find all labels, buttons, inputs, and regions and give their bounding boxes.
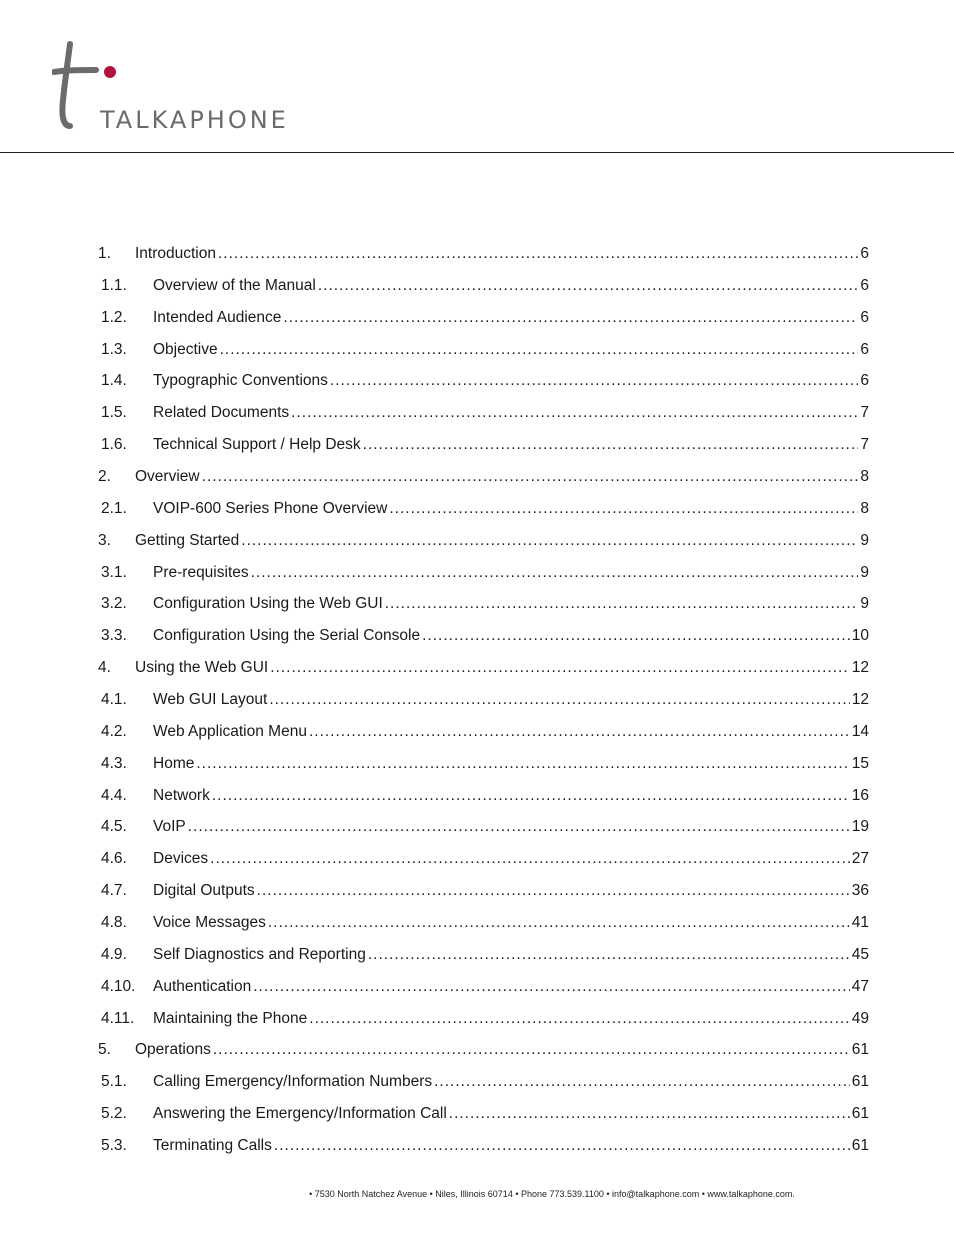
toc-entry-page: 27	[851, 850, 869, 868]
toc-entry[interactable]	[98, 557, 869, 589]
toc-dot-leader	[389, 493, 858, 525]
toc-entry-page: 6	[860, 308, 869, 326]
toc-entry-title: Related Documents	[153, 404, 290, 422]
toc-dot-leader	[309, 716, 850, 748]
toc-entry[interactable]	[98, 588, 869, 620]
page-header	[0, 0, 954, 153]
toc-dot-leader	[257, 875, 850, 907]
toc-entry[interactable]	[98, 907, 869, 939]
toc-entry-title: Calling Emergency/Information Numbers	[153, 1073, 433, 1091]
toc-entry-page: 16	[851, 786, 869, 804]
toc-entry-title: Overview	[135, 468, 200, 486]
toc-entry-page: 6	[860, 372, 869, 390]
toc-entry-title: Terminating Calls	[153, 1137, 272, 1155]
toc-entry-number: 1.6.	[101, 436, 127, 454]
toc-entry-number: 5.1.	[101, 1073, 127, 1091]
toc-entry-title: Intended Audience	[153, 308, 282, 326]
toc-entry-title: Configuration Using the Serial Console	[153, 627, 421, 645]
toc-entry-page: 41	[851, 914, 869, 932]
toc-entry-number: 4.5.	[101, 818, 127, 836]
toc-entry-number: 2.	[98, 468, 111, 486]
toc-entry[interactable]	[98, 684, 869, 716]
toc-entry-title: Pre-requisites	[153, 563, 249, 581]
toc-entry-number: 3.	[98, 531, 111, 549]
toc-entry[interactable]	[98, 716, 869, 748]
toc-entry-page: 6	[860, 276, 869, 294]
toc-dot-leader	[202, 461, 859, 493]
toc-entry[interactable]	[98, 843, 869, 875]
toc-entry-number: 3.1.	[101, 563, 127, 581]
toc-entry-title: Web GUI Layout	[153, 691, 268, 709]
toc-entry-number: 4.	[98, 659, 111, 677]
toc-dot-leader	[274, 1130, 850, 1162]
toc-entry-title: Introduction	[135, 245, 216, 262]
toc-dot-leader	[283, 302, 858, 334]
toc-dot-leader	[269, 684, 849, 716]
toc-entry-title: Overview of the Manual	[153, 276, 316, 294]
toc-entry[interactable]	[98, 748, 869, 780]
toc-entry-page: 14	[851, 722, 869, 740]
toc-entry-page: 9	[860, 563, 869, 581]
toc-entry-title: Web Application Menu	[153, 722, 307, 740]
toc-entry[interactable]	[98, 238, 869, 270]
toc-entry-title: VOIP-600 Series Phone Overview	[153, 499, 388, 517]
toc-entry-page: 61	[851, 1041, 869, 1059]
toc-dot-leader	[241, 525, 858, 557]
toc-entry-page: 10	[851, 627, 869, 645]
toc-entry-number: 4.7.	[101, 882, 127, 900]
toc-entry-number: 4.3.	[101, 754, 127, 772]
toc-entry[interactable]	[98, 270, 869, 302]
toc-dot-leader	[368, 939, 850, 971]
toc-entry-page: 15	[851, 754, 869, 772]
toc-entry-number: 3.2.	[101, 595, 127, 613]
toc-entry-page: 49	[851, 1009, 869, 1027]
toc-entry-page: 9	[860, 595, 869, 613]
toc-entry-number: 1.1.	[101, 276, 127, 294]
toc-entry-title: Typographic Conventions	[153, 372, 328, 390]
toc-dot-leader	[251, 557, 859, 589]
toc-entry-number: 1.3.	[101, 340, 127, 358]
toc-dot-leader	[422, 620, 850, 652]
toc-entry-title: Answering the Emergency/Information Call	[153, 1105, 447, 1123]
toc-dot-leader	[385, 588, 859, 620]
toc-entry-title: Home	[153, 754, 195, 772]
toc-entry[interactable]	[98, 525, 869, 557]
toc-entry[interactable]	[98, 652, 869, 684]
toc-entry[interactable]	[98, 397, 869, 429]
toc-dot-leader	[212, 780, 850, 812]
toc-entry-title: Network	[153, 786, 210, 804]
toc-entry-number: 4.4.	[101, 786, 127, 804]
toc-entry-number: 4.10.	[101, 977, 136, 995]
toc-entry[interactable]	[98, 780, 869, 812]
toc-entry-title: Configuration Using the Web GUI	[153, 595, 383, 613]
toc-entry-page: 61	[851, 1073, 869, 1091]
toc-dot-leader	[213, 1034, 850, 1066]
brand-wordmark: TALKAPHONE	[100, 106, 289, 134]
toc-dot-leader	[318, 270, 859, 302]
toc-dot-leader	[449, 1098, 850, 1130]
table-of-contents	[98, 238, 869, 1162]
toc-entry[interactable]	[98, 429, 869, 461]
toc-dot-leader	[363, 429, 859, 461]
toc-entry[interactable]	[98, 302, 869, 334]
toc-entry[interactable]	[98, 811, 869, 843]
toc-entry[interactable]	[98, 620, 869, 652]
toc-entry-title: Voice Messages	[153, 914, 266, 932]
toc-entry-page: 61	[851, 1105, 869, 1123]
toc-entry[interactable]	[98, 334, 869, 366]
toc-dot-leader	[253, 971, 850, 1003]
toc-entry-page: 12	[851, 691, 869, 709]
toc-entry-number: 4.2.	[101, 722, 127, 740]
toc-entry[interactable]	[98, 875, 869, 907]
footer-address: • 7530 North Natchez Avenue • Niles, Illinois 60714 • Phone 773.539.1100 • info@talkaphone.com • www.talkaphone.com.	[309, 1189, 795, 1199]
toc-dot-leader	[210, 843, 850, 875]
toc-entry-page: 12	[851, 659, 869, 677]
toc-entry-title: Using the Web GUI	[135, 659, 269, 677]
toc-entry-number: 5.3.	[101, 1137, 127, 1155]
toc-entry[interactable]	[98, 1003, 869, 1035]
toc-entry-page: 8	[860, 468, 869, 486]
toc-entry-page: 61	[851, 1137, 869, 1155]
toc-entry-title: Maintaining the Phone	[153, 1009, 308, 1027]
toc-dot-leader	[330, 365, 858, 397]
toc-entry-title: Technical Support / Help Desk	[153, 436, 361, 454]
toc-entry-page: 47	[851, 977, 869, 995]
toc-entry-page: 45	[851, 945, 869, 963]
toc-entry-title: Operations	[135, 1041, 211, 1059]
toc-entry[interactable]	[98, 1130, 869, 1162]
toc-entry[interactable]	[98, 493, 869, 525]
toc-dot-leader	[218, 238, 858, 270]
toc-entry-title: Self Diagnostics and Reporting	[153, 945, 366, 963]
toc-entry-number: 1.	[98, 245, 111, 262]
toc-entry-number: 2.1.	[101, 499, 127, 517]
toc-dot-leader	[196, 748, 849, 780]
toc-entry-number: 4.11.	[101, 1009, 135, 1027]
toc-dot-leader	[268, 907, 850, 939]
toc-entry[interactable]	[98, 461, 869, 493]
toc-entry-title: VoIP	[153, 818, 186, 836]
toc-dot-leader	[270, 652, 850, 684]
toc-entry-title: Objective	[153, 340, 218, 358]
toc-dot-leader	[434, 1066, 850, 1098]
toc-entry-page: 6	[860, 340, 869, 358]
toc-entry-number: 3.3.	[101, 627, 127, 645]
toc-dot-leader	[188, 811, 850, 843]
toc-entry-title: Authentication	[153, 977, 252, 995]
toc-entry-number: 4.8.	[101, 914, 127, 932]
toc-entry[interactable]	[98, 1066, 869, 1098]
toc-dot-leader	[220, 334, 859, 366]
toc-entry-title: Devices	[153, 850, 209, 868]
toc-entry-page: 7	[860, 404, 869, 422]
toc-dot-leader	[291, 397, 858, 429]
toc-entry-title: Digital Outputs	[153, 882, 255, 900]
toc-dot-leader	[309, 1003, 849, 1035]
toc-entry-number: 4.6.	[101, 850, 127, 868]
toc-entry-number: 1.5.	[101, 404, 127, 422]
toc-entry-number: 1.4.	[101, 372, 127, 390]
toc-entry[interactable]	[98, 939, 869, 971]
toc-entry-page: 36	[851, 882, 869, 900]
toc-entry-page: 6	[860, 245, 869, 262]
toc-entry-number: 4.9.	[101, 945, 127, 963]
toc-entry-title: Getting Started	[135, 531, 240, 549]
toc-entry-number: 5.2.	[101, 1105, 127, 1123]
toc-entry-page: 9	[860, 531, 869, 549]
toc-entry-number: 1.2.	[101, 308, 127, 326]
toc-entry[interactable]	[98, 365, 869, 397]
toc-entry-page: 19	[851, 818, 869, 836]
toc-entry-number: 4.1.	[101, 691, 127, 709]
toc-entry[interactable]	[98, 1098, 869, 1130]
toc-entry[interactable]	[98, 971, 869, 1003]
toc-entry-page: 8	[860, 499, 869, 517]
toc-entry-number: 5.	[98, 1041, 111, 1059]
toc-entry[interactable]	[98, 1034, 869, 1066]
toc-entry-page: 7	[860, 436, 869, 454]
